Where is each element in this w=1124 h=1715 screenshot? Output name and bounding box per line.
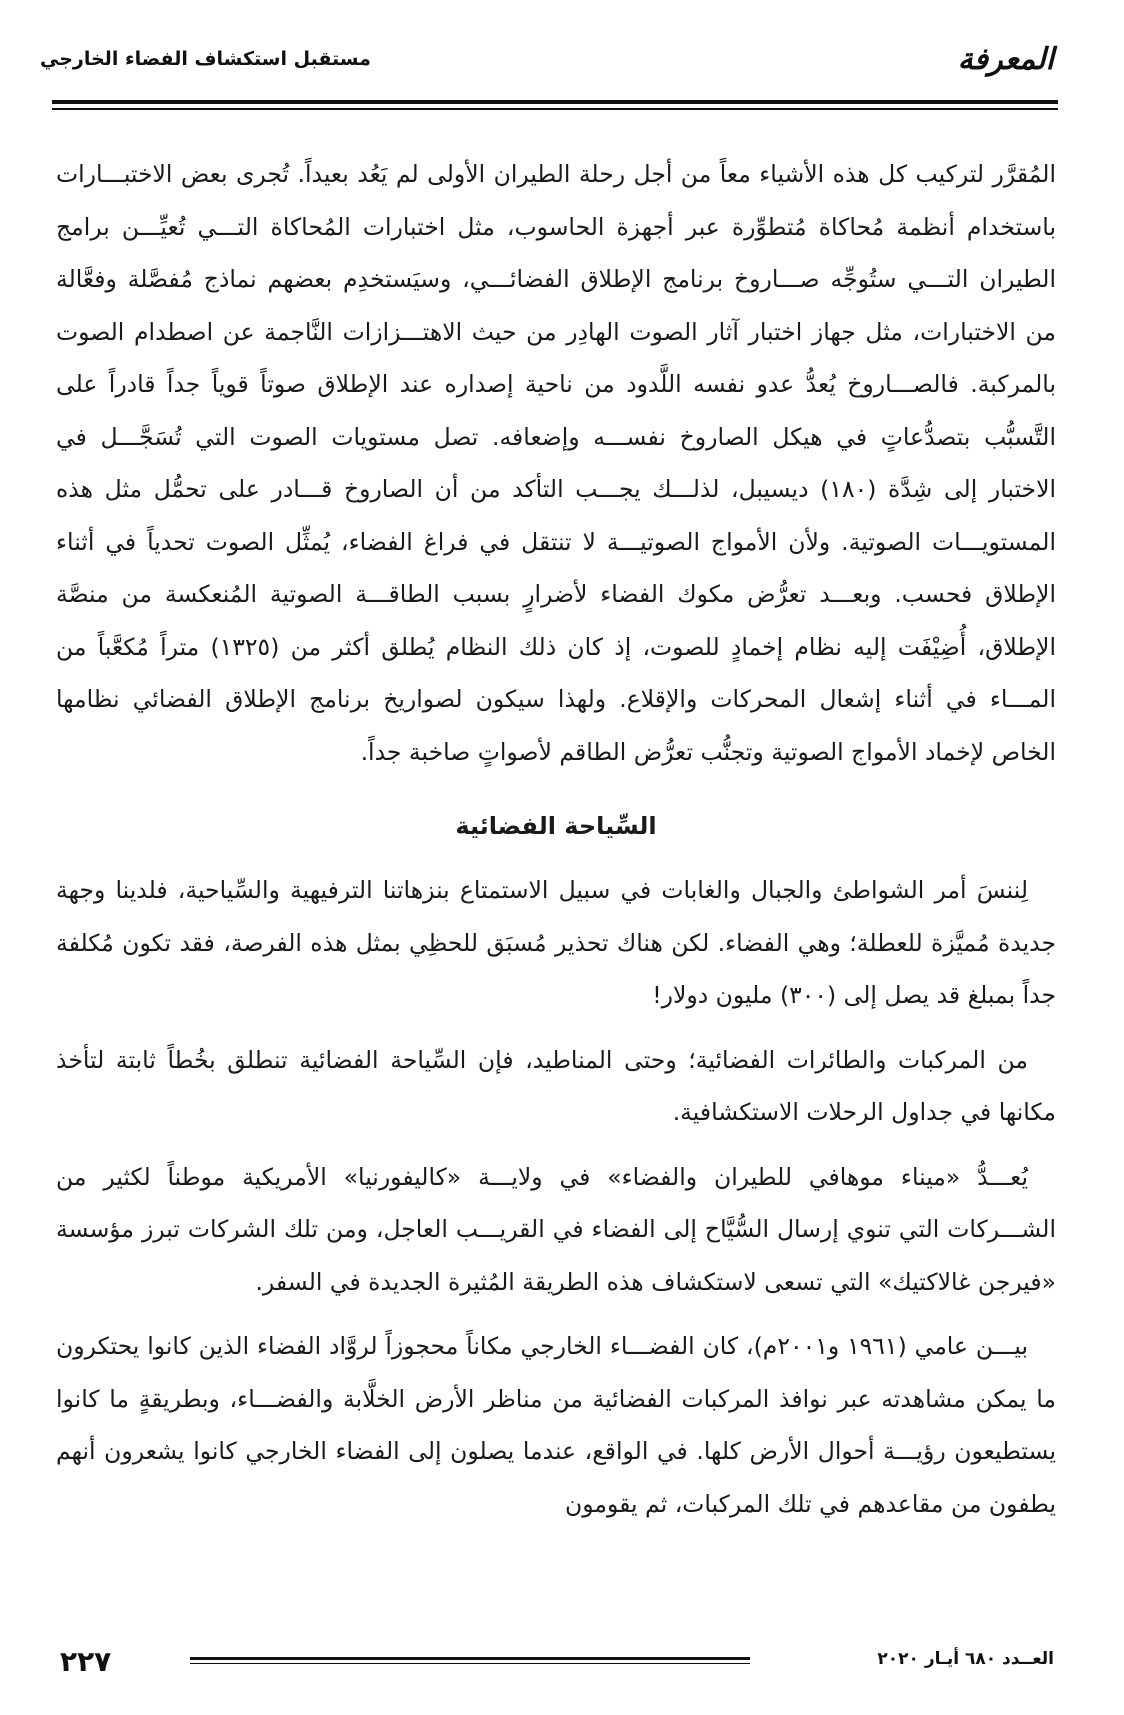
footer-rule-thin — [190, 1663, 750, 1664]
header-rule-thin — [52, 108, 1058, 110]
article-body — [56, 148, 1056, 1530]
paragraph-3: من المركبات والطائرات الفضائية؛ وحتى المناطيد، فإن السِّياحة الفضائية تنطلق بخُطاً ثابتة لتأخذ مكانها في جداول الرحلات الاستكشافية. — [56, 1045, 1056, 1126]
issue-info: العــدد ٦٨٠ أيـار ٢٠٢٠ — [877, 1649, 1054, 1669]
magazine-logo: المعرفة — [957, 42, 1054, 77]
header-rule-thick — [52, 100, 1058, 104]
paragraph-2: لِننسَ أمر الشواطئ والجبال والغابات في سبيل الاستمتاع بنزهاتنا الترفيهية والسِّياحية، فلدينا وجهة جديدة مُميَّزة للعطلة؛ وهي الفضاء. لكن هناك تحذير مُسبَق للحظِي بمثل هذه الفرصة، فقد تكون مُكلفة جداً بمبلغ قد يصل إلى (٣٠٠) مليون دولار! — [56, 876, 1056, 1009]
running-title: مستقبل استكشاف الفضاء الخارجي — [40, 48, 371, 70]
page-header — [40, 42, 1054, 104]
paragraph-5: بيـــن عامي (١٩٦١ و٢٠٠١م)، كان الفضـــاء الخارجي مكاناً محجوزاً لروَّاد الفضاء الذين كانوا يحتكرون ما يمكن مشاهدته عبر نوافذ المركبات الفضائية من مناظر الأرض الخلَّابة والفضـــاء، وبطريقةٍ ما كانوا يستطيعون رؤيـــة أحوال الأرض كلها. في الواقع، عندما يصلون إلى الفضاء الخارجي كانوا يشعرون أنهم يطفون من مقاعدهم في تلك المركبات، ثم يقومون — [56, 1332, 1056, 1518]
page-number: ٢٢٧ — [60, 1645, 112, 1678]
section-heading: السِّياحة الفضائية — [455, 812, 657, 840]
footer-rule-thick — [190, 1657, 750, 1660]
paragraph-4: يُعـــدُّ «ميناء موهافي للطيران والفضاء» في ولايـــة «كاليفورنيا» الأمريكية موطناً لكثير من الشـــركات التي تنوي إرسال السُّيَّاح إلى الفضاء في القريـــب العاجل، ومن تلك الشركات تبرز مؤسسة «فيرجن غالاكتيك» التي تسعى لاستكشاف هذه الطريقة المُثيرة الجديدة في السفر. — [56, 1162, 1056, 1296]
page-footer — [40, 1645, 1054, 1685]
paragraph-1: المُقرَّر لتركيب كل هذه الأشياء معاً من أجل رحلة الطيران الأولى لم يَعُد بعيداً. تُجرى بعض الاختبـــارات باستخدام أنظمة مُحاكاة مُتطوِّرة عبر أجهزة الحاسوب، مثل اختبارات المُحاكاة التـــي تُعيِّـــن برامج الطيران التـــي ستُوجِّه صـــاروخ برنامج الإطلاق الفضائـــي، وسيَستخدِم بعضهم نماذج مُفصَّلة وفعَّالة من الاختبارات، مثل جهاز اختبار آثار الصوت الهادِر من حيث الاهتـــزازات النَّاجمة عن اصطدام الصوت بالمركبة. فالصـــاروخ يُعدُّ عدو نفسه اللَّدود من ناحية إصداره عند الإطلاق صوتاً قوياً جداً قادراً على التَّسبُّب بتصدُّعاتٍ في هيكل الصاروخ نفســـه وإضعافه. تصل مستويات الصوت التي تُسَجَّـــل في الاختبار إلى شِدَّة (١٨٠) ديسيبل، لذلـــك يجـــب التأكد من أن الصاروخ قـــادر على تحمُّل مثل هذه المستويـــات الصوتية. ولأن الأمواج الصوتيـــة لا تنتقل في فراغ الفضاء، يُمثِّل الصوت تحدياً في أثناء الإطلاق فحسب. وبعـــد تعرُّض مكوك الفضاء لأضرارٍ بسبب الطاقـــة الصوتية المُنعكسة من منصَّة الإطلاق، أُضِيْفَت إليه نظام إخمادٍ للصوت، إذ كان ذلك النظام يُطلق أكثر من (١٣٢٥) متراً مُكعَّباً من المـــاء في أثناء إشعال المحركات والإقلاع. ولهذا سيكون لصواريخ برنامج الإطلاق الفضائي نظامها الخاص لإخماد الأمواج الصوتية وتجنُّب تعرُّض الطاقم لأصواتٍ صاخبة جداً. — [56, 160, 1057, 766]
